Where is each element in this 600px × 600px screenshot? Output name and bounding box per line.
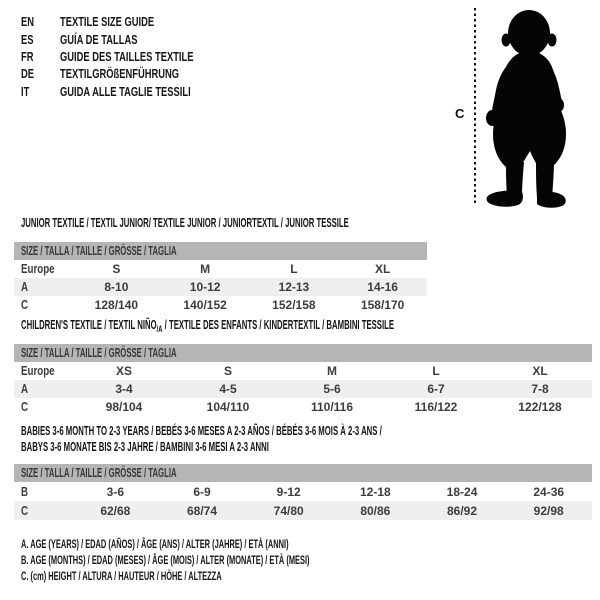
cell: 14-16 xyxy=(367,280,398,294)
size-header-label: SIZE / TALLA / TAILLE / GRÖSSE / TAGLIA xyxy=(21,466,177,480)
cell: 122/128 xyxy=(518,400,562,414)
row-label: C xyxy=(21,298,29,312)
cell: 98/104 xyxy=(105,400,143,414)
table-row xyxy=(14,296,427,314)
table-row xyxy=(14,260,427,278)
language-code: DE xyxy=(21,66,35,82)
row-label: A xyxy=(21,382,29,396)
cell: 6-7 xyxy=(427,382,445,396)
language-code: FR xyxy=(21,48,34,64)
language-row xyxy=(21,13,245,30)
cell: L xyxy=(290,262,298,276)
language-title: TEXTILGRÖßENFÜHRUNG xyxy=(60,66,180,82)
junior-size-table xyxy=(14,242,427,314)
cell: S xyxy=(112,262,121,276)
cell: 116/122 xyxy=(414,400,458,414)
language-list xyxy=(21,13,245,100)
language-row xyxy=(21,30,245,47)
footnotes xyxy=(21,537,486,585)
cell: 68/74 xyxy=(186,503,218,518)
cell: 5-6 xyxy=(323,382,341,396)
footnote-b: B. AGE (MONTHS) / EDAD (MESES) / ÂGE (MOIS) / ALTER (MONATE) / ETÀ (MESI) xyxy=(21,553,310,567)
row-label: B xyxy=(21,484,29,499)
children-size-table xyxy=(14,344,592,416)
table-row xyxy=(14,501,592,520)
babies-table-title: BABIES 3-6 MONTH TO 2-3 YEARS / BEBÉS 3-6 MESES A 2-3 AÑOS / BÉBÉS 3-6 MOIS À 2-3 ANS / BABYS 3-6 MONATE BIS 2-3 JAHRE / BAMBINI 3-6 MESI A 2-3 ANNI xyxy=(21,424,382,454)
cell: 12-13 xyxy=(278,280,310,294)
cell: 6-9 xyxy=(193,484,211,499)
size-header-label: SIZE / TALLA / TAILLE / GRÖSSE / TAGLIA xyxy=(21,346,177,360)
cell: 86/92 xyxy=(447,503,478,518)
cell: 92/98 xyxy=(533,503,564,518)
subscript-a: /A xyxy=(156,323,163,335)
row-label: C xyxy=(21,503,29,518)
cell: 3-4 xyxy=(115,382,133,396)
table-row xyxy=(14,380,592,398)
cell: XL xyxy=(532,364,548,378)
cell: 24-36 xyxy=(533,484,565,499)
language-row xyxy=(21,48,245,65)
language-title: TEXTILE SIZE GUIDE xyxy=(60,14,155,30)
cell: 9-12 xyxy=(276,484,301,499)
row-label: A xyxy=(21,280,29,294)
cell: 80/86 xyxy=(360,503,391,518)
cell: M xyxy=(327,364,337,378)
cell: 12-18 xyxy=(360,484,391,499)
size-header-label: SIZE / TALLA / TAILLE / GRÖSSE / TAGLIA xyxy=(21,244,177,258)
cell: 128/140 xyxy=(94,298,139,312)
language-code: EN xyxy=(21,14,35,30)
language-title: GUIDE DES TAILLES TEXTILE xyxy=(60,48,194,64)
cell: 74/80 xyxy=(273,503,304,518)
cell: 158/170 xyxy=(360,298,405,312)
footnote-c: C. (cm) HEIGHT / ALTURA / HAUTEUR / HÖHE / ALTEZZA xyxy=(21,569,222,583)
language-code: IT xyxy=(21,83,30,99)
baby-silhouette-icon xyxy=(478,8,574,212)
cell: 10-12 xyxy=(189,280,221,294)
language-code: ES xyxy=(21,31,34,47)
cell: 4-5 xyxy=(219,382,237,396)
cell: 3-6 xyxy=(106,484,124,499)
table-row xyxy=(14,482,592,501)
language-row xyxy=(21,83,245,100)
babies-size-table xyxy=(14,464,592,520)
row-label: C xyxy=(21,400,29,414)
table-row xyxy=(14,278,427,296)
cell: M xyxy=(200,262,211,276)
size-header-band xyxy=(14,464,592,482)
figure-height-label: C xyxy=(455,106,465,121)
footnote-a: A. AGE (YEARS) / EDAD (AÑOS) / ÂGE (ANS) / ALTER (JAHRE) / ETÀ (ANNI) xyxy=(21,537,289,551)
cell: XS xyxy=(115,364,132,378)
junior-table-title: JUNIOR TEXTILE / TEXTIL JUNIOR/ TEXTILE JUNIOR / JUNIORTEXTIL / JUNIOR TESSILE xyxy=(21,216,349,230)
cell: 104/110 xyxy=(206,400,250,414)
cell: 18-24 xyxy=(446,484,478,499)
row-label: Europe xyxy=(21,364,55,378)
language-title: GUÍA DE TALLAS xyxy=(60,31,138,47)
cell: 62/68 xyxy=(100,503,131,518)
language-title: GUIDA ALLE TAGLIE TESSILI xyxy=(60,83,191,99)
cell: 140/152 xyxy=(183,298,227,312)
cell: 152/158 xyxy=(272,298,316,312)
table-row xyxy=(14,362,592,380)
cell: 7-8 xyxy=(531,382,549,396)
row-label: Europe xyxy=(21,262,55,276)
cell: 8-10 xyxy=(104,280,129,294)
cell: 110/116 xyxy=(310,400,354,414)
children-table-title: CHILDREN'S TEXTILE / TEXTIL $NIÑO_{/A}$ / TEXTILE DES ENFANTS / KINDERTEXTIL / BAMBINI TESSILE xyxy=(21,318,395,335)
language-row xyxy=(21,65,245,82)
size-header-band xyxy=(14,344,592,362)
cell: L xyxy=(432,364,440,378)
table-row xyxy=(14,398,592,416)
cell: S xyxy=(223,364,232,378)
cell: XL xyxy=(374,262,391,276)
size-header-band xyxy=(14,242,427,260)
height-measure-line xyxy=(474,8,476,206)
